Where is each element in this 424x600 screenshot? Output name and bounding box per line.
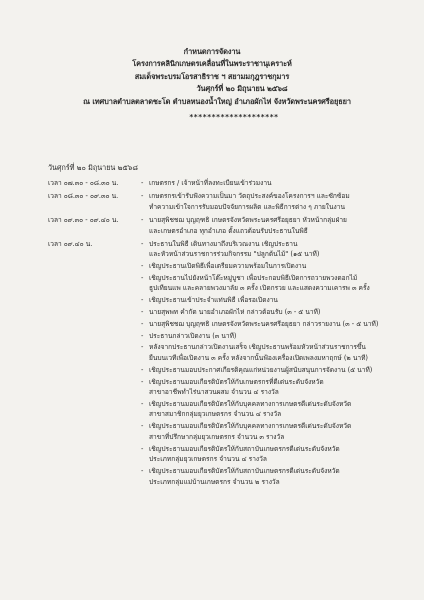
schedule-item: [141, 466, 408, 487]
schedule-item: [141, 191, 408, 212]
schedule-row: [48, 178, 408, 190]
item-line: สาขาที่ปรึกษากลุ่มยุวเกษตรกร จำนวน ๓ รางวัล: [149, 432, 285, 441]
bullet-dash: -: [141, 239, 144, 248]
item-line: เชิญประธานมอบเกียรติบัตรให้กับบุคคลทางการเกษตรดีเด่นระดับจังหวัด: [149, 399, 352, 408]
item-line: และหัวหน้าส่วนราชการร่วมกิจกรรม "ปลูกต้นไม้" (๑๕ นาที): [149, 250, 320, 259]
item-line: เชิญประธานมอบเกียรติบัตรให้กับเกษตรกรที่ดีเด่นระดับจังหวัด: [149, 377, 324, 386]
schedule-item: [141, 399, 408, 420]
item-text: [149, 215, 408, 236]
schedule-time: [48, 191, 141, 213]
item-line: เชิญประธานมอบเกียรติบัตรให้กับบุคคลทางการเกษตรดีเด่นระดับจังหวัด: [149, 422, 352, 431]
schedule-row: [48, 215, 408, 237]
header-line: กำหนดการจัดงาน: [183, 47, 241, 56]
bullet-dash: -: [141, 179, 144, 187]
item-line: ประธานกล่าวเปิดงาน (๓ นาที): [149, 331, 237, 340]
header-line: สมเด็จพระบรมโอรสาธิราช ฯ สยามมกุฎราชกุมาร: [134, 71, 290, 81]
item-line: เชิญประธานมอบเกียรติบัตรให้กับสถาบันเกษตรกรดีเด่นระดับจังหวัด: [149, 444, 340, 453]
schedule-time: [48, 239, 141, 489]
item-text: [149, 365, 408, 376]
header-line: วันศุกร์ที่ ๒๐ มิถุนายน ๒๕๖๘: [196, 84, 288, 94]
item-text: [149, 178, 408, 189]
bullet-dash: -: [141, 365, 144, 374]
schedule-item: [141, 377, 408, 398]
schedule-item: [141, 307, 408, 318]
bullet-dash: -: [141, 192, 144, 201]
time-prefix: เวลา: [48, 192, 62, 201]
schedule-item: [141, 331, 408, 342]
item-line: ธูปเทียนแพ และคลายพวงมาลัย ๓ ครั้ง เปิดกรวย และแสดงความเคารพ ๓ ครั้ง: [149, 284, 370, 293]
bullet-dash: -: [141, 273, 144, 282]
item-text: [149, 191, 408, 212]
time-prefix: เวลา: [48, 179, 62, 187]
schedule-time: [48, 215, 141, 237]
time-value: ๐๙.๔๐ น.: [63, 239, 93, 248]
schedule-items: [141, 178, 408, 190]
bullet-dash: -: [141, 215, 144, 224]
schedule-item: [141, 239, 408, 260]
item-line: เกษตรกร / เจ้าหน้าที่ลงทะเบียนเข้าร่วมงาน: [149, 179, 272, 187]
item-line: นายสุพพท คำกัด นายอำเภอผักไห่ กล่าวต้อนรับ (๓ - ๕ นาที): [149, 308, 321, 317]
schedule-item: [141, 342, 408, 363]
item-line: นายสุพิชชฌ บุญฤฑธิ เกษตรจังหวัดพระนครศรีอยุธยา หัวหน้ากลุ่มฝ่าย: [149, 215, 347, 224]
schedule-item: [141, 295, 408, 306]
schedule-item: [141, 444, 408, 465]
schedule-row: [48, 191, 408, 213]
bullet-dash: -: [141, 319, 144, 328]
item-text: [149, 421, 408, 442]
header-line: โครงการคลินิกเกษตรเคลื่อนที่ในพระราชานุเคราะห์: [132, 59, 292, 69]
item-text: [149, 466, 408, 487]
bullet-dash: -: [141, 308, 144, 317]
item-line: ยืนบนเวทีเพื่อเปิดงาน ๓ ครั้ง หลังจากนั้นฟ้องเครื่องเปิดเพลงมหาฤกษ์ (๒ นาที): [149, 353, 369, 362]
item-text: [149, 261, 408, 272]
bullet-dash: -: [141, 467, 144, 476]
schedule-item: [141, 421, 408, 442]
item-text: [149, 444, 408, 465]
item-line: และเกษตรอำเภอ ทุกอำเภอ ตั้งแถวต้อนรับประธานในพิธี: [149, 226, 308, 235]
item-line: ทำความเข้าใจการรับมอบปัจจัยการผลิต และพิธีการต่าง ๆ ภายในงาน: [149, 202, 345, 211]
item-line: เชิญประธานไปยังหน้าโต๊ะหมู่บูชา เพื่อประกอบพิธีเปิดการถวายพวงดอกไม้: [149, 273, 358, 282]
schedule-items: [141, 215, 408, 237]
item-line: เชิญประธานเปิดพิธีเพื่อเตรียมความพร้อมในการเปิดงาน: [149, 262, 307, 271]
item-line: สาขาอาชีพทำไร่นาสวนผสม จำนวน ๔ รางวัล: [149, 388, 279, 397]
schedule-row: [48, 239, 408, 489]
schedule-item: [141, 261, 408, 272]
schedule-date-heading: วันศุกร์ที่ ๒๐ มิถุนายน ๒๕๖๘: [48, 163, 138, 172]
time-prefix: เวลา: [48, 239, 62, 248]
schedule-time: [48, 178, 141, 190]
schedule-item: [141, 365, 408, 376]
item-line: ประธานในพิธี เดินทางมาถึงบริเวณงาน เชิญประธาน: [149, 239, 298, 248]
bullet-dash: -: [141, 343, 144, 352]
schedule-list: [48, 178, 408, 490]
bullet-dash: -: [141, 296, 144, 305]
item-text: [149, 319, 408, 330]
item-line: สาขาสมาชิกกลุ่มยุวเกษตรกร จำนวน ๔ รางวัล: [149, 410, 282, 419]
schedule-items: [141, 239, 408, 489]
time-prefix: เวลา: [48, 215, 62, 224]
item-line: เชิญประธานมอบเกียรติบัตรให้กับสถาบันเกษตรกรดีเด่นระดับจังหวัด: [149, 467, 340, 476]
bullet-dash: -: [141, 444, 144, 453]
item-text: [149, 295, 408, 306]
item-line: หลังจากประธานกล่าวเปิดงานเสร็จ เชิญประธานพร้อมหัวหน้าส่วนราชการขึ้น: [149, 343, 366, 352]
schedule-items: [141, 191, 408, 213]
item-line: เกษตรกรเข้ารับฟังความเป็นมา วัตถุประสงค์ของโครงการฯ และซักซ้อม: [149, 192, 350, 201]
time-value: ๐๙.๓๐ - ๐๙.๔๐ น.: [63, 215, 119, 224]
schedule-item: [141, 273, 408, 294]
item-text: [149, 342, 408, 363]
schedule-item: [141, 178, 408, 189]
item-text: [149, 307, 408, 318]
time-value: ๐๘.๓๐ - ๐๙.๓๐ น.: [63, 192, 119, 201]
item-line: เชิญประธานมอบประกาศเกียรติคุณแก่หน่วยงานผู้สนับสนุนการจัดงาน (๕ นาที): [149, 365, 373, 374]
bullet-dash: -: [141, 399, 144, 408]
document-header: [0, 46, 424, 123]
item-text: [149, 331, 408, 342]
item-line: ประเภทกลุ่มยุวเกษตรกร จำนวน ๔ รางวัล: [149, 455, 267, 464]
bullet-dash: -: [141, 262, 144, 271]
item-text: [149, 377, 408, 398]
bullet-dash: -: [141, 377, 144, 386]
schedule-item: [141, 319, 408, 330]
schedule-item: [141, 215, 408, 236]
item-text: [149, 239, 408, 260]
bullet-dash: -: [141, 422, 144, 431]
item-line: เชิญประธานเข้าประจำแท่นพิธี เพื่อรอเปิดงาน: [149, 296, 278, 305]
item-text: [149, 273, 408, 294]
bullet-dash: -: [141, 331, 144, 340]
header-line: ณ เทศบาลตำบลตลาดชะโด ตำบลหนองน้ำใหญ่ อำเภอผักไห่ จังหวัดพระนครศรีอยุธยา: [83, 96, 351, 106]
header-divider-stars: ********************: [189, 112, 279, 122]
item-line: นายสุพิชชฌ บุญฤฑธิ เกษตรจังหวัดพระนครศรีอยุธยา กล่าวรายงาน (๓ - ๕ นาที): [149, 319, 379, 328]
item-text: [149, 399, 408, 420]
time-value: ๐๗.๓๐ - ๐๘.๓๐ น.: [63, 179, 119, 187]
item-line: ประเภทกลุ่มแม่บ้านเกษตรกร จำนวน ๒ รางวัล: [149, 477, 280, 486]
